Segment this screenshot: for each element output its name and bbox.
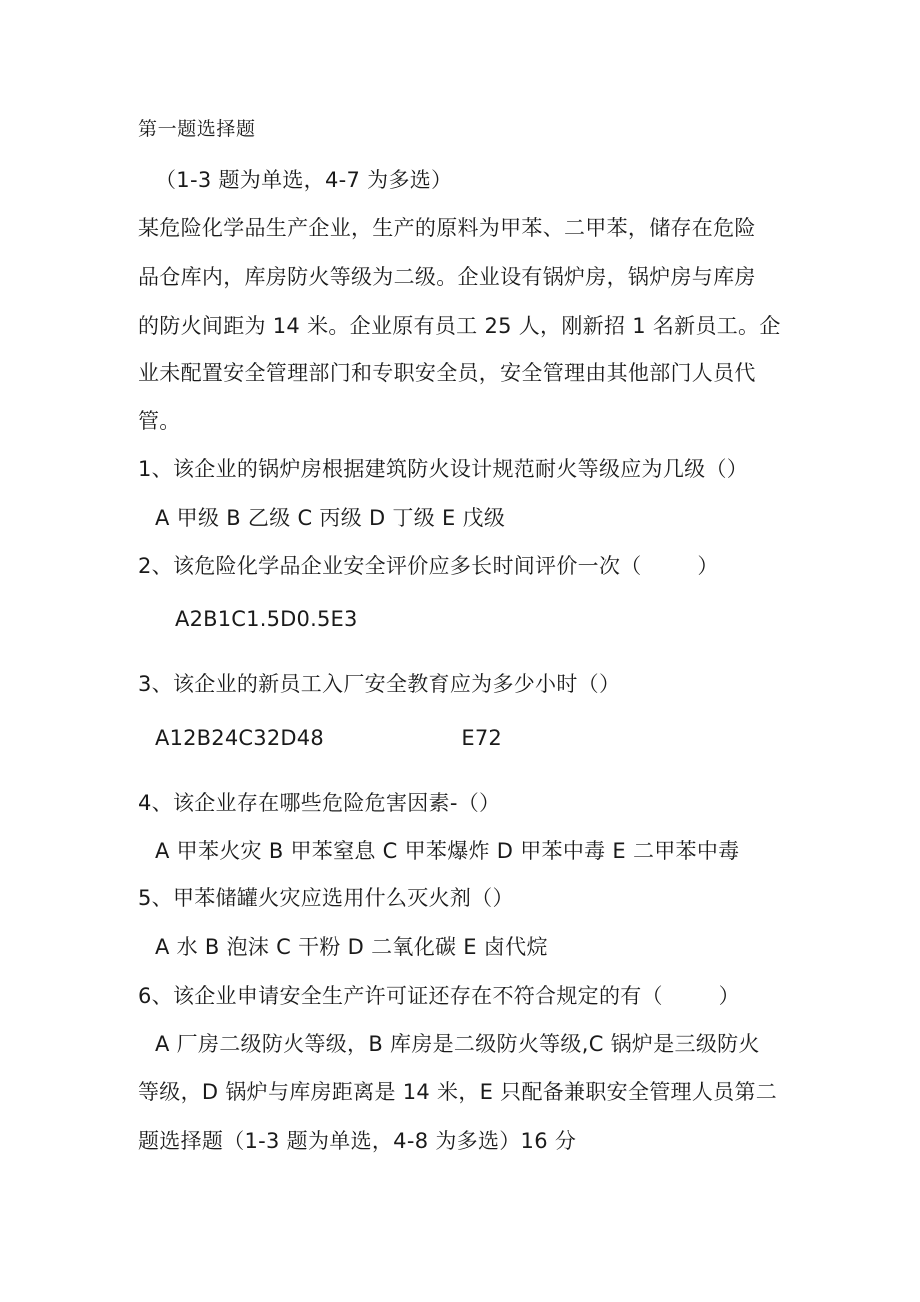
question-6-options-line-3: 题选择题（1-3 题为单选，4-8 为多选）16 分	[138, 1129, 577, 1153]
question-2: 2、该危险化学品企业安全评价应多长时间评价一次（ ）	[138, 554, 719, 578]
section-note: （1-3 题为单选，4-7 为多选）	[155, 168, 453, 192]
scenario-line-4: 业未配置安全管理部门和专职安全员，安全管理由其他部门人员代	[138, 361, 756, 385]
question-1: 1、该企业的锅炉房根据建筑防火设计规范耐火等级应为几级（）	[138, 457, 749, 481]
scenario-line-5: 管。	[138, 409, 181, 433]
question-4-options: A 甲苯火灾 B 甲苯窒息 C 甲苯爆炸 D 甲苯中毒 E 二甲苯中毒	[155, 839, 740, 863]
question-6: 6、该企业申请安全生产许可证还存在不符合规定的有（ ）	[138, 984, 740, 1008]
question-1-options: A 甲级 B 乙级 C 丙级 D 丁级 E 戊级	[155, 506, 506, 530]
scenario-line-3: 的防火间距为 14 米。企业原有员工 25 人，刚新招 1 名新员工。企	[138, 314, 781, 338]
question-5: 5、甲苯储罐火灾应选用什么灭火剂（）	[138, 886, 514, 910]
question-2-options: A2B1C1.5D0.5E3	[175, 607, 358, 631]
section-title: 第一题选择题	[138, 118, 256, 140]
question-3-options: A12B24C32D48 E72	[155, 726, 502, 750]
question-6-options-line-1: A 厂房二级防火等级，B 库房是二级防火等级,C 锅炉是三级防火	[155, 1032, 760, 1056]
scenario-line-1: 某危险化学品生产企业，生产的原料为甲苯、二甲苯，储存在危险	[138, 216, 756, 240]
scenario-line-2: 品仓库内，库房防火等级为二级。企业设有锅炉房，锅炉房与库房	[138, 265, 756, 289]
question-3: 3、该企业的新员工入厂安全教育应为多少小时（）	[138, 672, 621, 696]
question-5-options: A 水 B 泡沫 C 干粉 D 二氧化碳 E 卤代烷	[155, 935, 548, 959]
question-4: 4、该企业存在哪些危险危害因素-（）	[138, 791, 501, 815]
question-6-options-line-2: 等级，D 锅炉与库房距离是 14 米，E 只配备兼职安全管理人员第二	[138, 1080, 778, 1104]
